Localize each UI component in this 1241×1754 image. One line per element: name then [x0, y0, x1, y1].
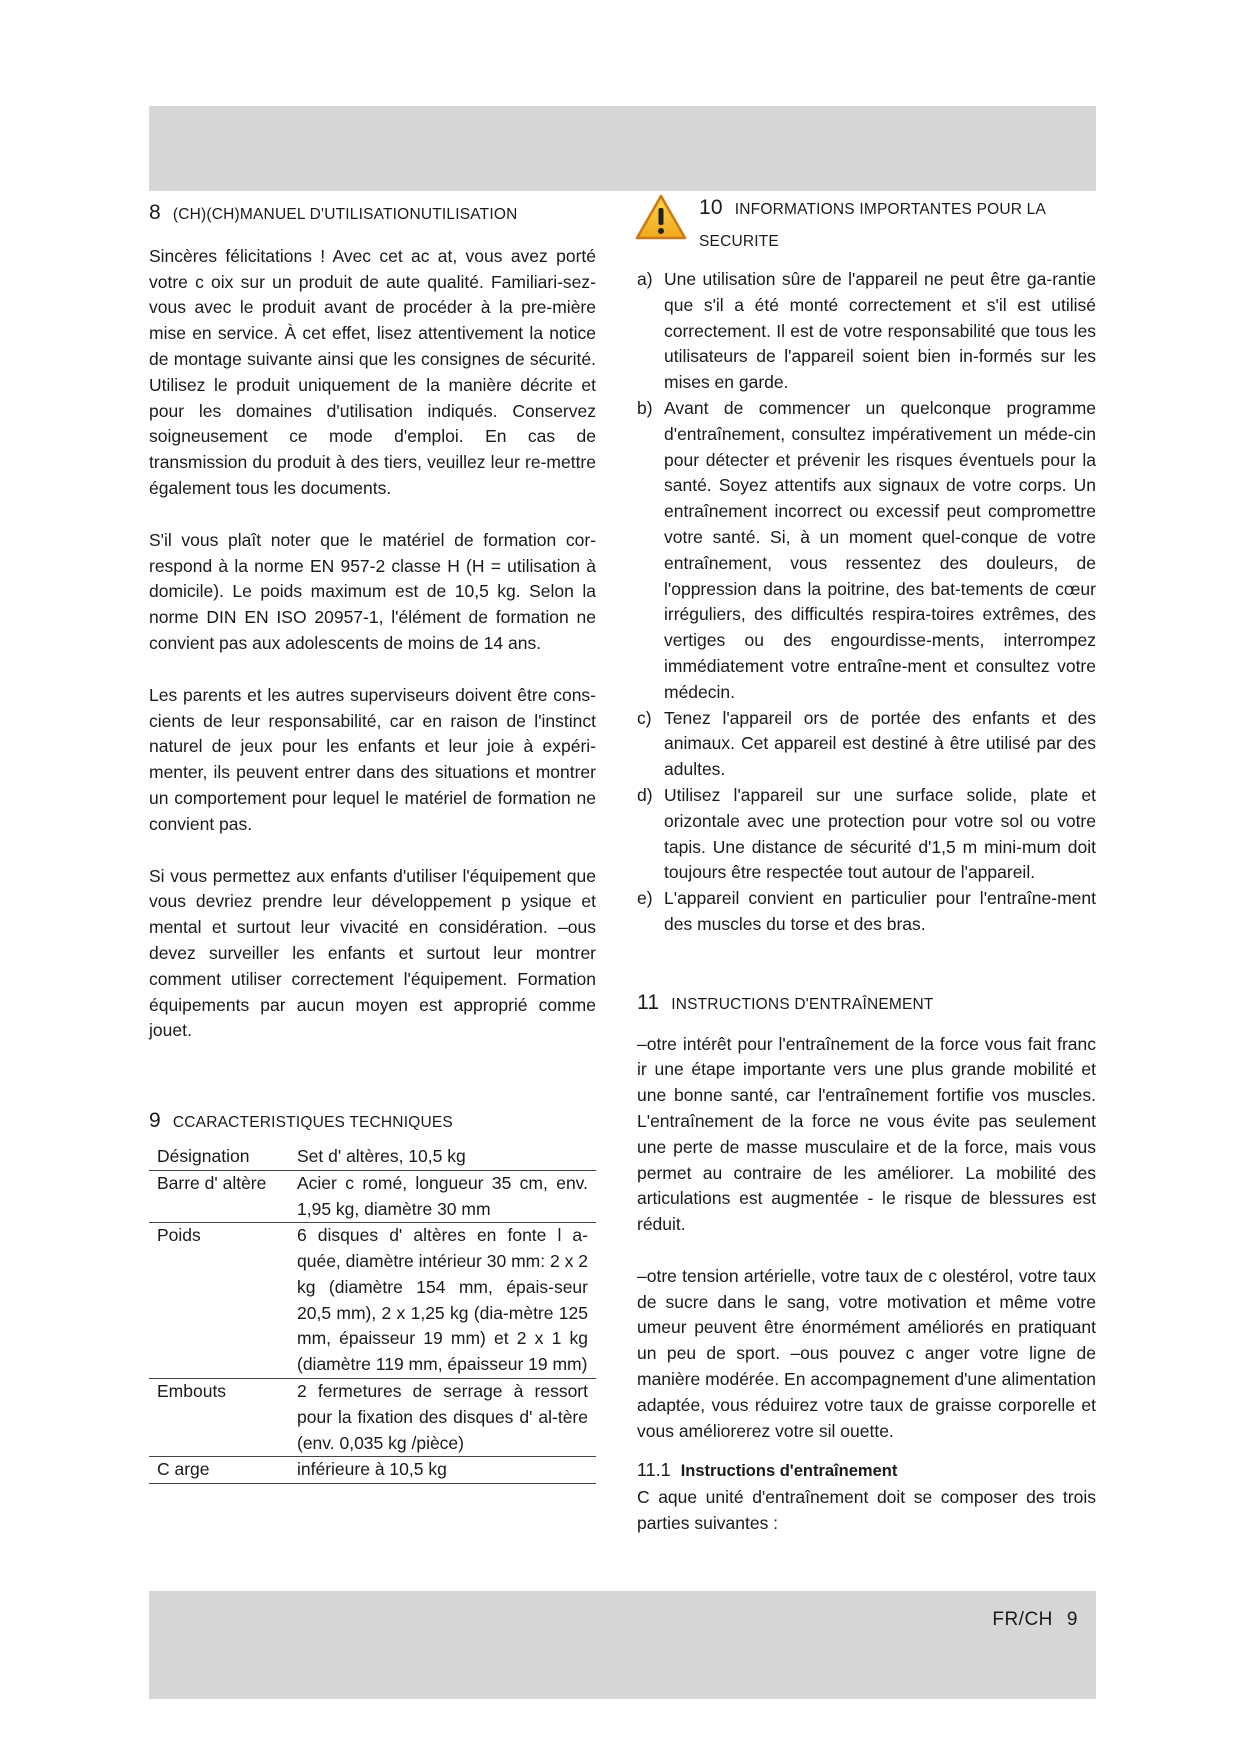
list-item [637, 267, 1096, 396]
list-item-text: Utilisez l'appareil sur une surface solide, plate et orizontale avec une protection pour votre sol ou votre tapis. Une distance de sécurité d'1,5 m mini-mum doit toujours être respectée tout autour de l'appareil. [664, 784, 1096, 883]
list-item-label: d) [637, 784, 653, 805]
spec-value: 2 fermetures de serrage à ressort pour la fixation des disques d' al-tère (env. 0,035 kg /pièce) [289, 1379, 596, 1457]
subsection-paragraph: C aque unité d'entraînement doit se composer des trois parties suivantes : [637, 1487, 1096, 1534]
spec-value: Acier c romé, longueur 35 cm, env. 1,95 kg, diamètre 30 mm [289, 1170, 596, 1223]
safety-list [637, 267, 1096, 938]
spec-label: Barre d' altère [149, 1170, 289, 1223]
left-column [149, 200, 596, 1484]
list-item-text: Avant de commencer un quelconque programme d'entraînement, consultez impérativement un méde-cin pour détecter et prévenir les risques éventuels pour la santé. Soyez attentifs aux signaux de votre corps. Un entraînement incorrect ou excessif peut compromettre votre santé. Si, à un moment quel-conque de votre entraînement, vous ressentez des douleurs, de l'oppression dans la poitrine, des bat-tements de cœur irréguliers, des difficultés respira-toires extrêmes, des vertiges ou des engourdisse-ments, interrompez immédiatement votre entraîne-ment et consultez votre médecin. [664, 397, 1096, 702]
footer-band [149, 1591, 1096, 1699]
section-11-title: INSTRUCTIONS D'ENTRAÎNEMENT [671, 995, 934, 1013]
right-column [637, 193, 1096, 1537]
page-number: 9 [1066, 1609, 1078, 1630]
section-8-paragraph: S'il vous plaît noter que le matériel de formation cor-respond à la norme EN 957-2 classe H (H = utilisation à domicile). Le poids maximum est de 10,5 kg. Selon la norme DIN EN ISO 20957-1, l'élément de formation ne convient pas aux adolescents de moins de 14 ans. [149, 529, 596, 653]
spec-value: 6 disques d' altères en fonte l a-quée, diamètre intérieur 30 mm: 2 x 2 kg (diamètre 154 mm, épais-seur 20,5 mm), 2 x 1,25 kg (dia-mètre 125 mm, épaisseur 19 mm) et 2 x 1 kg (diamètre 119 mm, épaisseur 19 mm) [289, 1223, 596, 1379]
section-11-heading [637, 990, 1096, 1018]
footer-label: FR/CH [992, 1609, 1053, 1630]
list-item [637, 706, 1096, 783]
section-10-number: 10 [699, 196, 723, 219]
list-item-label: c) [637, 707, 652, 728]
footer [992, 1609, 1078, 1631]
list-item-label: b) [637, 397, 653, 418]
spec-value: inférieure à 10,5 kg [289, 1457, 596, 1484]
table-row [149, 1170, 596, 1223]
section-8-title: (CH)(CH)MANUEL D'UTILISATIONUTILISATION [172, 206, 518, 223]
section-9-number: 9 [149, 1109, 161, 1133]
specs-table [149, 1144, 596, 1484]
list-item-label: e) [637, 888, 653, 909]
list-item-label: a) [637, 269, 653, 289]
table-row [149, 1223, 596, 1379]
header-band [149, 106, 1096, 191]
list-item [637, 783, 1096, 886]
section-11-number: 11 [637, 990, 660, 1014]
section-8-paragraph: Sincères félicitations ! Avec cet ac at, vous avez porté votre c oix sur un produit de aute qualité. Familiari-sez-vous avec le produit avant de procéder à la pre-mière mise en service. À cet effet, lisez attentivement la notice de montage suivante ainsi que les consignes de sécurité. Utilisez le produit uniquement de la manière décrite et pour les domaines d'utilisation indiqués. Conservez soigneusement ce mode d'emploi. En cas de transmission du produit à des tiers, veuillez leur re-mettre également tous les documents. [149, 245, 596, 498]
spec-label: Embouts [149, 1379, 289, 1457]
section-8-heading [149, 200, 596, 228]
spec-value: Set d' altères, 10,5 kg [289, 1144, 596, 1170]
list-item-text: Tenez l'appareil ors de portée des enfants et des animaux. Cet appareil est destiné à être utilisé par des adultes. [664, 707, 1096, 780]
table-row [149, 1144, 596, 1170]
list-item-text: Une utilisation sûre de l'appareil ne peut être ga-rantie que s'il a été monté correctement et s'il est utilisé correctement. Il est de votre responsabilité que tous les utilisateurs de l'appareil soient bien in-formés sur les mises en garde. [664, 269, 1096, 393]
section-8-paragraph: Les parents et les autres superviseurs doivent être cons-cients de leur responsabilité, car en raison de l'instinct naturel de jeux pour les enfants et leur joie à expéri-menter, ils peuvent entrer dans des situations et montrer un comportement pour lequel le matériel de formation ne convient pas. [149, 684, 596, 834]
spec-label: C arge [149, 1457, 289, 1484]
section-9-heading [149, 1108, 596, 1136]
section-9-title: CCARACTERISTIQUES TECHNIQUES [172, 1114, 453, 1132]
section-10-title: INFORMATIONS IMPORTANTES POUR LA SECURITE [699, 201, 1046, 250]
spec-label: Désignation [149, 1144, 289, 1170]
list-item [637, 886, 1096, 938]
table-row [149, 1379, 596, 1457]
spec-label: Poids [149, 1223, 289, 1379]
section-10-heading [637, 193, 1096, 257]
section-11-paragraph: –otre tension artérielle, votre taux de c olestérol, votre taux de sucre dans le sang, votre motivation et même votre umeur peuvent être énormément améliorés en pratiquant un peu de sport. –ous pouvez c anger votre ligne de manière modérée. En accompagnement d'une alimentation adaptée, vous réduirez votre taux de graisse corporelle et vous améliorerez votre sil ouette. [637, 1265, 1096, 1441]
list-item [637, 396, 1096, 706]
section-8-paragraph: Si vous permettez aux enfants d'utiliser l'équipement que vous devriez prendre leur développement p ysique et mental et surtout leur vivacité en considération. –ous devez surveiller les enfants et surtout leur montrer comment utiliser correctement l'équipement. Formation équipements par aucun moyen est approprié comme jouet. [149, 865, 596, 1041]
section-8-number: 8 [149, 201, 161, 224]
list-item-text: L'appareil convient en particulier pour l'entraîne-ment des muscles du torse et des bras. [664, 888, 1096, 934]
section-11-paragraph: –otre intérêt pour l'entraînement de la force vous fait franc ir une étape importante vers une plus grande mobilité et une bonne santé, car l'entraînement fortifie vos muscles. L'entraînement de la force ne vous évite pas seulement une perte de masse musculaire et de la force, mais vous permet au contraire de les améliorer. La mobilité des articulations est augmentée - le risque de blessures est réduit. [637, 1033, 1096, 1235]
warning-icon [635, 193, 687, 241]
subsection-number: 11.1 [637, 1460, 671, 1481]
subsection-title: Instructions d'entraînement [680, 1462, 898, 1481]
subsection-11-1-heading [637, 1458, 1096, 1485]
table-row [149, 1457, 596, 1484]
